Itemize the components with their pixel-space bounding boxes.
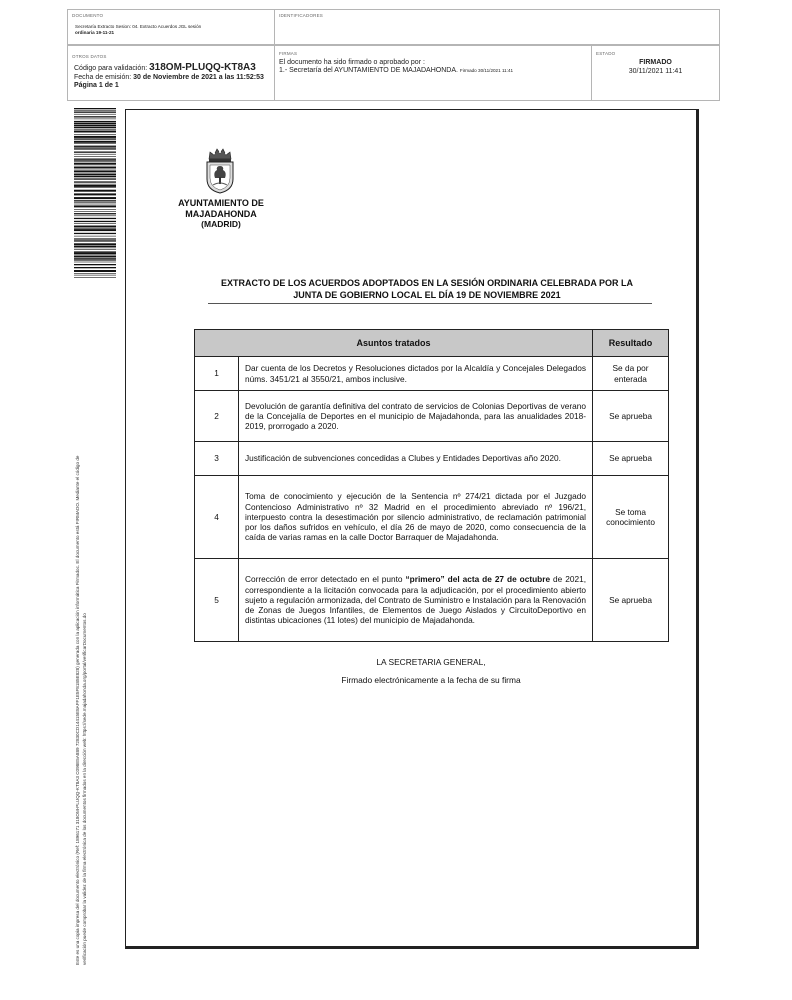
barcode-bar	[74, 229, 116, 231]
row-topic-part2: de 2021, correspondiente a la licitación convocada para la adjudicación, por el procedimiento abierto sujeto a regulación armonizada, del Contrato de Suministro e Instalación para la Renovación de Zonas de Juegos Infantiles, de Elementos de Juego Aislados y CircuitoDeportivo en distintas ubicaciones (11 lotes) del municipio de Majadahonda.	[245, 574, 587, 626]
barcode-bar	[74, 146, 116, 147]
barcode-bar	[74, 262, 116, 263]
barcode-bar	[74, 246, 116, 247]
header-status-box	[591, 45, 720, 101]
header-topics: Asuntos tratados	[195, 330, 593, 357]
organization-line3: (MADRID)	[201, 219, 241, 229]
row-number: 5	[195, 559, 239, 642]
barcode-bar	[74, 176, 116, 177]
barcode-bar	[74, 205, 116, 207]
signature-entry	[279, 66, 513, 75]
page-number: Página 1 de 1	[74, 82, 119, 89]
validation-code-label: Código para validación:	[74, 65, 148, 72]
barcode-bar	[74, 193, 116, 195]
barcode-bar	[74, 187, 116, 188]
barcode-bar	[74, 116, 116, 117]
barcode-bar	[74, 136, 116, 138]
row-result: Se aprueba	[593, 442, 669, 476]
barcode-bar	[74, 267, 116, 268]
barcode-bar	[74, 156, 116, 157]
barcode-bar	[74, 167, 116, 168]
barcode-bar	[74, 200, 116, 201]
row-number: 3	[195, 442, 239, 476]
barcode-bar	[74, 204, 116, 205]
firmas-label: FIRMAS	[279, 51, 298, 56]
row-result: Se aprueba	[593, 559, 669, 642]
barcode-bar	[74, 121, 116, 122]
barcode-image	[74, 108, 116, 278]
barcode-bar	[74, 131, 116, 133]
barcode-bar	[74, 248, 116, 249]
barcode-bar	[74, 256, 116, 257]
barcode-bar	[74, 112, 116, 113]
verification-text-line2: verificación puede comprobar la validez de la firma electrónica de los documentos firmados en la dirección web: https://sede.majadahonda.org/portal/verificarDocumentos.do	[82, 613, 87, 965]
title-line2: JUNTA DE GOBIERNO LOCAL EL DÍA 19 DE NOVIEMBRE 2021	[293, 290, 561, 300]
row-number: 1	[195, 357, 239, 391]
barcode-bar	[74, 258, 116, 259]
barcode-bar	[74, 202, 116, 203]
barcode-bar	[74, 228, 116, 229]
barcode-bar	[74, 251, 116, 252]
barcode-bar	[74, 249, 116, 250]
barcode-bar	[74, 273, 116, 274]
table-row	[195, 357, 669, 391]
documento-line2: ordinaria 19-11-21	[75, 30, 115, 35]
barcode-bar	[74, 223, 116, 224]
barcode-bar	[74, 147, 116, 148]
issue-date-value: 30 de Noviembre de 2021 a las 11:52:53	[133, 74, 264, 81]
documento-label: DOCUMENTO	[72, 13, 104, 18]
barcode-bar	[74, 138, 116, 139]
barcode-bar	[74, 197, 116, 199]
barcode-bar	[74, 169, 116, 170]
table-header-row	[195, 330, 669, 357]
barcode-bar	[74, 159, 116, 160]
barcode-bar	[74, 239, 116, 240]
organization-line1: AYUNTAMIENTO DE	[178, 198, 264, 208]
signature-entry-name: 1.- Secretaría del AYUNTAMIENTO DE MAJADAHONDA.	[279, 67, 458, 74]
barcode-bar	[74, 154, 116, 155]
estado-label: ESTADO	[596, 51, 616, 56]
barcode-bar	[74, 127, 116, 128]
barcode-bar	[74, 184, 116, 185]
table-row	[195, 476, 669, 559]
barcode-bar	[74, 211, 116, 212]
row-topic-part1: Corrección de error detectado en el punto	[245, 574, 406, 585]
barcode-bar	[74, 190, 116, 192]
title-underline	[208, 303, 652, 304]
barcode-bar	[74, 170, 116, 172]
header-other-data-box	[67, 45, 275, 101]
barcode-bar	[74, 255, 116, 256]
header-identifiers-box	[274, 9, 720, 45]
agenda-table	[194, 329, 669, 642]
barcode-bar	[74, 264, 116, 265]
signatory-title: LA SECRETARIA GENERAL,	[376, 657, 486, 667]
barcode-bar	[74, 216, 116, 217]
organization-name	[166, 198, 276, 230]
barcode-bar	[74, 259, 116, 260]
barcode-bar	[74, 233, 116, 234]
barcode-bar	[74, 218, 116, 219]
barcode-bar	[74, 123, 116, 124]
barcode-bar	[74, 174, 116, 176]
barcode-bar	[74, 178, 116, 179]
barcode-bar	[74, 110, 116, 111]
row-result: Se toma conocimiento	[593, 476, 669, 559]
issue-date-label: Fecha de emisión:	[74, 74, 132, 81]
header-document-box	[67, 9, 275, 45]
barcode-bar	[74, 152, 116, 153]
status-date: 30/11/2021 11:41	[628, 68, 683, 75]
row-topic: Toma de conocimiento y ejecución de la Sentencia nº 274/21 dictada por el Juzgado Contencioso Administrativo nº 32 Madrid en el procedimiento abreviado nº 196/21, interpuesto contra la desestimación por silencio administrativo, de reclamación patrimonial por los daños sufridos en vehículo, el día 26 de mayo de 2020, como consecuencia de la caída de varias ramas en la calle Doctor Barraquer de Majadahonda.	[239, 476, 593, 559]
barcode-bar	[74, 108, 116, 109]
barcode-bar	[74, 275, 116, 276]
row-topic: Justificación de subvenciones concedidas a Clubes y Entidades Deportivas año 2020.	[239, 442, 593, 476]
barcode-bar	[74, 238, 116, 239]
barcode-bar	[74, 240, 116, 241]
table-row	[195, 442, 669, 476]
coat-of-arms-icon	[203, 145, 237, 195]
barcode-bar	[74, 125, 116, 127]
barcode-bar	[74, 277, 116, 278]
row-result: Se da por enterada	[593, 357, 669, 391]
validation-code	[74, 63, 256, 73]
header-signatures-box	[274, 45, 592, 101]
organization-line2: MAJADAHONDA	[185, 208, 257, 219]
barcode-bar	[74, 270, 116, 272]
barcode-bar	[74, 252, 116, 254]
barcode-bar	[74, 209, 116, 210]
barcode-bar	[74, 114, 116, 115]
row-number: 2	[195, 391, 239, 442]
status-value: FIRMADO	[639, 59, 672, 66]
barcode-bar	[74, 141, 116, 143]
row-topic: Devolución de garantía definitiva del contrato de servicios de Colonias Deportivas de verano de la Concejalía de Deportes en el municipio de Majadahonda, para las anualidades 2018- 2019, prorrogado a 2020.	[239, 391, 593, 442]
signature-entry-date: Firmado 30/11/2021 11:41	[459, 68, 514, 73]
barcode-bar	[74, 243, 116, 245]
row-result: Se aprueba	[593, 391, 669, 442]
title-line1: EXTRACTO DE LOS ACUERDOS ADOPTADOS EN LA SESIÓN ORDINARIA CELEBRADA POR LA	[220, 278, 634, 288]
otros-datos-label: OTROS DATOS	[72, 54, 107, 59]
document-title	[194, 277, 660, 301]
row-topic-bold: “primero” del acta de 27 de octubre	[405, 574, 551, 585]
barcode-bar	[74, 160, 116, 161]
table-row	[195, 559, 669, 642]
row-topic: Dar cuenta de los Decretos y Resoluciones dictados por la Alcaldía y Concejales Delegados núms. 3451/21 al 3550/21, ambos inclusive.	[239, 357, 593, 391]
barcode-bar	[74, 236, 116, 237]
signature-note: Firmado electrónicamente a la fecha de su firma	[341, 675, 521, 685]
barcode-bar	[74, 129, 116, 130]
barcode-bar	[74, 134, 116, 135]
barcode-bar	[74, 166, 116, 167]
header-result: Resultado	[593, 330, 669, 357]
signatures-intro: El documento ha sido firmado o aprobado por :	[279, 59, 425, 66]
barcode-bar	[74, 185, 116, 187]
identificadores-label: IDENTIFICADORES	[279, 13, 324, 18]
barcode-bar	[74, 143, 116, 144]
table-row	[195, 391, 669, 442]
verification-side-text	[74, 295, 88, 965]
barcode-bar	[74, 181, 116, 182]
row-topic	[239, 559, 593, 642]
barcode-bar	[74, 213, 116, 214]
barcode-bar	[74, 163, 116, 165]
validation-code-value: 318OM-PLUQQ-KT8A3	[149, 62, 256, 73]
barcode-bar	[74, 149, 116, 150]
row-number: 4	[195, 476, 239, 559]
documento-line1: Secretaría Extracto Sesion: 04. Extracto Acuerdos JGL sesión	[75, 24, 202, 29]
barcode-bar	[74, 226, 116, 228]
barcode-bar	[74, 221, 116, 222]
barcode-bar	[74, 119, 116, 120]
verification-text-line1: Este es una copia impresa del documento electrónico (Ref: 1896171 318OM-PLUQQ-KT8A3 C098E5A889 72830CD14415E8AFF1E5F8185E828) generada con la aplicación informática Firmadoc. El documento está FIRMADO. Mediante el código de	[75, 455, 80, 965]
